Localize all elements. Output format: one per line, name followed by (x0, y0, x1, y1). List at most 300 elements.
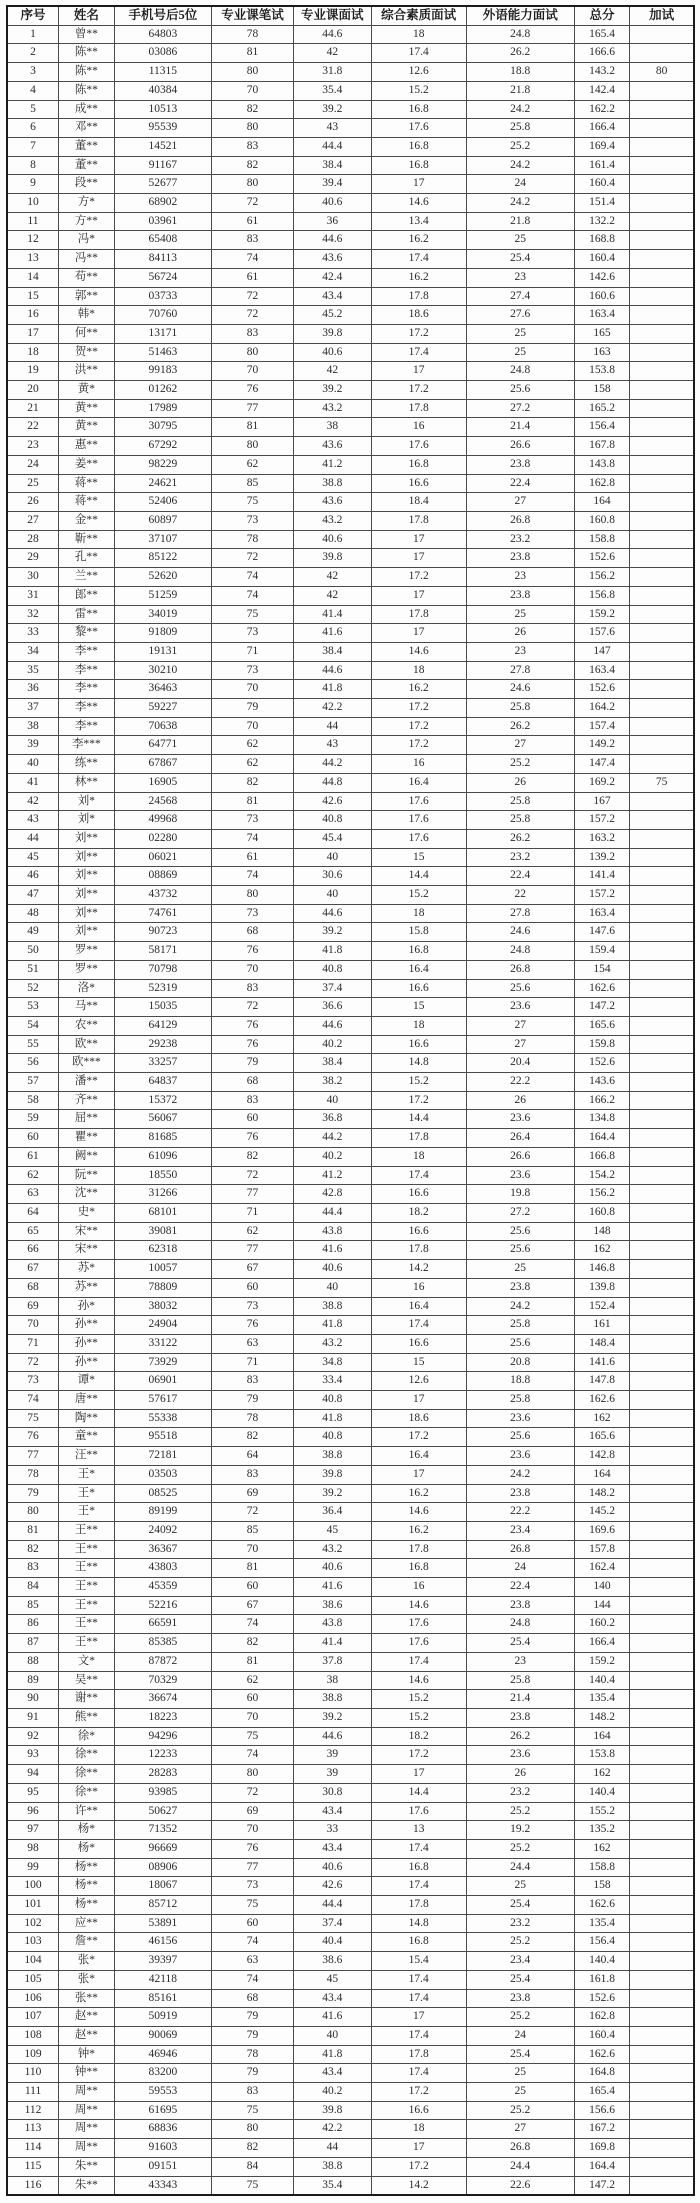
cell-no: 89 (7, 1671, 59, 1690)
cell-quality_interview: 17.6 (371, 437, 466, 456)
cell-prof_interview: 40.8 (294, 811, 371, 830)
cell-language_interview: 24 (466, 1559, 574, 1578)
cell-prof_interview: 39 (294, 1746, 371, 1765)
cell-name: 罗** (59, 942, 115, 961)
cell-total: 160.8 (574, 1204, 630, 1223)
cell-no: 87 (7, 1634, 59, 1653)
cell-no: 34 (7, 642, 59, 661)
table-row (7, 1821, 694, 1840)
table-row (7, 2083, 694, 2102)
cell-total: 157.2 (574, 886, 630, 905)
cell-name: 王** (59, 1521, 115, 1540)
cell-written: 79 (211, 1054, 293, 1073)
cell-quality_interview: 16.4 (371, 1297, 466, 1316)
cell-quality_interview: 16.2 (371, 268, 466, 287)
cell-quality_interview: 17.4 (371, 343, 466, 362)
cell-quality_interview: 16.8 (371, 1559, 466, 1578)
cell-total: 135.4 (574, 1690, 630, 1709)
cell-extra (630, 1372, 694, 1391)
cell-no: 63 (7, 1185, 59, 1204)
cell-written: 77 (211, 1858, 293, 1877)
cell-name: 张* (59, 1970, 115, 1989)
cell-no: 97 (7, 1821, 59, 1840)
cell-extra (630, 1746, 694, 1765)
cell-prof_interview: 38.8 (294, 1447, 371, 1466)
cell-quality_interview: 14.6 (371, 194, 466, 213)
cell-total: 148.2 (574, 1484, 630, 1503)
cell-phone: 89199 (114, 1503, 211, 1522)
cell-quality_interview: 18.6 (371, 1409, 466, 1428)
cell-written: 70 (211, 81, 293, 100)
cell-name: 刘* (59, 811, 115, 830)
cell-total: 165.2 (574, 399, 630, 418)
cell-language_interview: 21.4 (466, 418, 574, 437)
table-row (7, 1222, 694, 1241)
cell-prof_interview: 44.4 (294, 137, 371, 156)
cell-extra (630, 231, 694, 250)
table-row (7, 998, 694, 1017)
table-row (7, 287, 694, 306)
cell-name: 齐** (59, 1091, 115, 1110)
cell-prof_interview: 45.4 (294, 829, 371, 848)
cell-prof_interview: 40 (294, 886, 371, 905)
cell-phone: 61695 (114, 2101, 211, 2120)
cell-extra (630, 474, 694, 493)
cell-no: 84 (7, 1578, 59, 1597)
cell-written: 70 (211, 362, 293, 381)
cell-total: 165.6 (574, 1428, 630, 1447)
cell-quality_interview: 16.6 (371, 1035, 466, 1054)
cell-quality_interview: 18.2 (371, 1204, 466, 1223)
cell-total: 160.4 (574, 175, 630, 194)
cell-extra (630, 1204, 694, 1223)
table-row (7, 1278, 694, 1297)
cell-extra (630, 1914, 694, 1933)
cell-extra (630, 680, 694, 699)
cell-quality_interview: 15 (371, 1353, 466, 1372)
cell-name: 王* (59, 1484, 115, 1503)
cell-extra (630, 1260, 694, 1279)
cell-extra (630, 81, 694, 100)
cell-written: 70 (211, 960, 293, 979)
cell-total: 161 (574, 1316, 630, 1335)
cell-quality_interview: 17.2 (371, 736, 466, 755)
cell-written: 60 (211, 1110, 293, 1129)
cell-no: 99 (7, 1858, 59, 1877)
cell-name: 张* (59, 1952, 115, 1971)
cell-phone: 40384 (114, 81, 211, 100)
cell-extra (630, 1353, 694, 1372)
cell-name: 孙** (59, 1353, 115, 1372)
cell-prof_interview: 40.2 (294, 1035, 371, 1054)
cell-extra (630, 1521, 694, 1540)
cell-language_interview: 23 (466, 268, 574, 287)
cell-prof_interview: 44.6 (294, 1727, 371, 1746)
cell-name: 孙* (59, 1297, 115, 1316)
cell-no: 11 (7, 212, 59, 231)
cell-extra (630, 1615, 694, 1634)
cell-no: 86 (7, 1615, 59, 1634)
cell-prof_interview: 41.8 (294, 1409, 371, 1428)
cell-prof_interview: 43.6 (294, 493, 371, 512)
cell-total: 140 (574, 1578, 630, 1597)
cell-language_interview: 24 (466, 175, 574, 194)
cell-language_interview: 25.8 (466, 1316, 574, 1335)
cell-no: 10 (7, 194, 59, 213)
cell-language_interview: 20.4 (466, 1054, 574, 1073)
cell-no: 38 (7, 717, 59, 736)
table-row (7, 44, 694, 63)
cell-no: 45 (7, 848, 59, 867)
cell-extra (630, 1634, 694, 1653)
cell-language_interview: 22.4 (466, 867, 574, 886)
cell-prof_interview: 42.2 (294, 699, 371, 718)
table-row (7, 586, 694, 605)
cell-written: 75 (211, 2101, 293, 2120)
cell-extra (630, 1970, 694, 1989)
table-row (7, 1334, 694, 1353)
cell-no: 93 (7, 1746, 59, 1765)
cell-no: 109 (7, 2045, 59, 2064)
cell-language_interview: 26.6 (466, 1147, 574, 1166)
cell-total: 162 (574, 1765, 630, 1784)
cell-extra (630, 175, 694, 194)
cell-phone: 38032 (114, 1297, 211, 1316)
cell-total: 164.2 (574, 699, 630, 718)
cell-quality_interview: 14.6 (371, 1671, 466, 1690)
cell-quality_interview: 18 (371, 1016, 466, 1035)
cell-name: 黎** (59, 624, 115, 643)
cell-phone: 06901 (114, 1372, 211, 1391)
cell-prof_interview: 42 (294, 362, 371, 381)
cell-no: 77 (7, 1447, 59, 1466)
cell-name: 杨** (59, 1858, 115, 1877)
cell-phone: 59227 (114, 699, 211, 718)
cell-language_interview: 25 (466, 324, 574, 343)
cell-total: 157.6 (574, 624, 630, 643)
cell-written: 70 (211, 1708, 293, 1727)
table-row (7, 2045, 694, 2064)
table-row (7, 568, 694, 587)
table-row (7, 829, 694, 848)
cell-prof_interview: 43.6 (294, 437, 371, 456)
cell-prof_interview: 42.6 (294, 1877, 371, 1896)
cell-name: 李** (59, 717, 115, 736)
cell-phone: 17989 (114, 399, 211, 418)
cell-language_interview: 23.6 (466, 1409, 574, 1428)
cell-extra (630, 1559, 694, 1578)
cell-prof_interview: 37.8 (294, 1652, 371, 1671)
cell-extra (630, 1054, 694, 1073)
cell-total: 148.2 (574, 1708, 630, 1727)
cell-name: 洛* (59, 979, 115, 998)
cell-prof_interview: 38 (294, 1671, 371, 1690)
cell-extra (630, 699, 694, 718)
cell-prof_interview: 39.2 (294, 1708, 371, 1727)
cell-quality_interview: 16.4 (371, 773, 466, 792)
table-row (7, 942, 694, 961)
table-row (7, 2026, 694, 2045)
cell-name: 唐** (59, 1391, 115, 1410)
table-row (7, 1578, 694, 1597)
cell-written: 82 (211, 1428, 293, 1447)
cell-phone: 09151 (114, 2157, 211, 2176)
cell-extra (630, 1727, 694, 1746)
cell-total: 163.2 (574, 829, 630, 848)
cell-prof_interview: 41.2 (294, 455, 371, 474)
cell-total: 160.2 (574, 1615, 630, 1634)
cell-quality_interview: 17.6 (371, 811, 466, 830)
column-header-name: 姓名 (59, 6, 115, 25)
cell-phone: 18067 (114, 1877, 211, 1896)
cell-written: 82 (211, 100, 293, 119)
cell-phone: 19131 (114, 642, 211, 661)
cell-name: 杨* (59, 1839, 115, 1858)
cell-total: 159.2 (574, 1652, 630, 1671)
cell-language_interview: 24.8 (466, 1615, 574, 1634)
cell-written: 62 (211, 736, 293, 755)
cell-total: 147.6 (574, 923, 630, 942)
cell-no: 106 (7, 1989, 59, 2008)
table-body (7, 25, 694, 2195)
cell-no: 65 (7, 1222, 59, 1241)
cell-extra (630, 306, 694, 325)
cell-language_interview: 27.8 (466, 904, 574, 923)
cell-phone: 73929 (114, 1353, 211, 1372)
cell-prof_interview: 44.6 (294, 231, 371, 250)
table-row (7, 1690, 694, 1709)
cell-total: 149.2 (574, 736, 630, 755)
cell-language_interview: 25 (466, 605, 574, 624)
cell-quality_interview: 17.8 (371, 1241, 466, 1260)
cell-quality_interview: 17.4 (371, 1839, 466, 1858)
cell-name: 刘** (59, 923, 115, 942)
cell-phone: 91809 (114, 624, 211, 643)
cell-prof_interview: 44.6 (294, 1016, 371, 1035)
cell-total: 161.8 (574, 1970, 630, 1989)
cell-quality_interview: 16.4 (371, 1447, 466, 1466)
cell-language_interview: 26.4 (466, 1129, 574, 1148)
cell-language_interview: 21.4 (466, 1690, 574, 1709)
cell-written: 82 (211, 1634, 293, 1653)
cell-quality_interview: 18.6 (371, 306, 466, 325)
cell-language_interview: 26.6 (466, 437, 574, 456)
cell-no: 64 (7, 1204, 59, 1223)
cell-total: 156.2 (574, 568, 630, 587)
cell-total: 162.6 (574, 2045, 630, 2064)
cell-total: 165 (574, 324, 630, 343)
cell-total: 159.8 (574, 1035, 630, 1054)
cell-total: 166.2 (574, 1091, 630, 1110)
cell-quality_interview: 17.2 (371, 1746, 466, 1765)
table-row (7, 717, 694, 736)
cell-written: 74 (211, 829, 293, 848)
cell-phone: 81685 (114, 1129, 211, 1148)
table-row (7, 960, 694, 979)
cell-extra (630, 2101, 694, 2120)
cell-quality_interview: 17.2 (371, 324, 466, 343)
cell-quality_interview: 17.8 (371, 1540, 466, 1559)
table-row (7, 1708, 694, 1727)
cell-written: 74 (211, 586, 293, 605)
cell-extra (630, 661, 694, 680)
cell-written: 75 (211, 493, 293, 512)
cell-name: 郎** (59, 586, 115, 605)
cell-total: 162.6 (574, 1896, 630, 1915)
cell-quality_interview: 17.8 (371, 287, 466, 306)
cell-written: 76 (211, 942, 293, 961)
cell-prof_interview: 40 (294, 1091, 371, 1110)
cell-language_interview: 24.2 (466, 194, 574, 213)
cell-written: 78 (211, 530, 293, 549)
cell-total: 152.6 (574, 1989, 630, 2008)
cell-name: 苏* (59, 1260, 115, 1279)
cell-no: 114 (7, 2139, 59, 2158)
cell-extra (630, 1484, 694, 1503)
cell-written: 74 (211, 1933, 293, 1952)
cell-language_interview: 23 (466, 642, 574, 661)
cell-extra (630, 1241, 694, 1260)
cell-no: 37 (7, 699, 59, 718)
cell-written: 61 (211, 268, 293, 287)
cell-total: 143.8 (574, 455, 630, 474)
cell-extra (630, 212, 694, 231)
table-row (7, 624, 694, 643)
cell-no: 74 (7, 1391, 59, 1410)
cell-language_interview: 27.2 (466, 399, 574, 418)
table-row (7, 1933, 694, 1952)
cell-quality_interview: 17 (371, 530, 466, 549)
cell-no: 55 (7, 1035, 59, 1054)
cell-language_interview: 24.2 (466, 1465, 574, 1484)
cell-prof_interview: 40 (294, 2026, 371, 2045)
cell-quality_interview: 18.4 (371, 493, 466, 512)
cell-prof_interview: 38.4 (294, 642, 371, 661)
cell-no: 85 (7, 1596, 59, 1615)
cell-name: 陶** (59, 1409, 115, 1428)
cell-no: 31 (7, 586, 59, 605)
cell-no: 17 (7, 324, 59, 343)
cell-total: 164.8 (574, 2064, 630, 2083)
cell-prof_interview: 38.2 (294, 1073, 371, 1092)
cell-extra (630, 568, 694, 587)
cell-no: 111 (7, 2083, 59, 2102)
cell-language_interview: 19.2 (466, 1821, 574, 1840)
cell-name: 董** (59, 156, 115, 175)
cell-language_interview: 25 (466, 343, 574, 362)
cell-no: 56 (7, 1054, 59, 1073)
cell-written: 76 (211, 1035, 293, 1054)
cell-no: 68 (7, 1278, 59, 1297)
cell-phone: 68101 (114, 1204, 211, 1223)
cell-quality_interview: 18 (371, 2120, 466, 2139)
cell-total: 152.4 (574, 1297, 630, 1316)
cell-prof_interview: 43 (294, 119, 371, 138)
cell-quality_interview: 17.2 (371, 717, 466, 736)
cell-prof_interview: 44.6 (294, 25, 371, 44)
cell-prof_interview: 40.4 (294, 1933, 371, 1952)
cell-extra (630, 1185, 694, 1204)
cell-phone: 08869 (114, 867, 211, 886)
cell-no: 54 (7, 1016, 59, 1035)
cell-extra (630, 2045, 694, 2064)
cell-phone: 51259 (114, 586, 211, 605)
cell-phone: 10057 (114, 1260, 211, 1279)
cell-quality_interview: 17 (371, 175, 466, 194)
cell-phone: 03503 (114, 1465, 211, 1484)
table-row (7, 1166, 694, 1185)
cell-name: 欧*** (59, 1054, 115, 1073)
cell-no: 88 (7, 1652, 59, 1671)
cell-prof_interview: 43.4 (294, 2064, 371, 2083)
table-row (7, 1372, 694, 1391)
cell-extra (630, 137, 694, 156)
cell-language_interview: 24.8 (466, 942, 574, 961)
cell-phone: 98229 (114, 455, 211, 474)
cell-language_interview: 23.2 (466, 848, 574, 867)
cell-written: 72 (211, 1166, 293, 1185)
cell-phone: 24904 (114, 1316, 211, 1335)
table-row (7, 773, 694, 792)
cell-quality_interview: 16.8 (371, 1858, 466, 1877)
cell-phone: 59553 (114, 2083, 211, 2102)
cell-language_interview: 22.4 (466, 474, 574, 493)
table-row (7, 212, 694, 231)
cell-written: 72 (211, 194, 293, 213)
cell-written: 81 (211, 792, 293, 811)
cell-no: 14 (7, 268, 59, 287)
cell-prof_interview: 40.8 (294, 1428, 371, 1447)
table-row (7, 1391, 694, 1410)
cell-no: 60 (7, 1129, 59, 1148)
cell-prof_interview: 41.8 (294, 1316, 371, 1335)
cell-prof_interview: 35.4 (294, 2176, 371, 2195)
cell-quality_interview: 17.6 (371, 1615, 466, 1634)
cell-total: 156.4 (574, 1933, 630, 1952)
cell-prof_interview: 42 (294, 44, 371, 63)
cell-phone: 01262 (114, 381, 211, 400)
cell-total: 169.4 (574, 137, 630, 156)
column-header-phone: 手机号后5位 (114, 6, 211, 25)
cell-language_interview: 26.8 (466, 2139, 574, 2158)
cell-no: 75 (7, 1409, 59, 1428)
cell-quality_interview: 16.8 (371, 156, 466, 175)
cell-prof_interview: 36.6 (294, 998, 371, 1017)
cell-quality_interview: 17.8 (371, 1129, 466, 1148)
cell-prof_interview: 45.2 (294, 306, 371, 325)
cell-prof_interview: 44 (294, 2139, 371, 2158)
cell-prof_interview: 44 (294, 717, 371, 736)
cell-no: 41 (7, 773, 59, 792)
cell-total: 164 (574, 1727, 630, 1746)
cell-written: 69 (211, 1802, 293, 1821)
cell-quality_interview: 17 (371, 624, 466, 643)
cell-prof_interview: 39.2 (294, 923, 371, 942)
cell-phone: 91603 (114, 2139, 211, 2158)
table-row (7, 1147, 694, 1166)
cell-phone: 45359 (114, 1578, 211, 1597)
cell-phone: 24568 (114, 792, 211, 811)
cell-name: 王** (59, 1596, 115, 1615)
cell-prof_interview: 44.4 (294, 1204, 371, 1223)
cell-language_interview: 26 (466, 773, 574, 792)
cell-name: 雷** (59, 605, 115, 624)
cell-no: 100 (7, 1877, 59, 1896)
cell-written: 76 (211, 1016, 293, 1035)
cell-no: 116 (7, 2176, 59, 2195)
cell-name: 徐** (59, 1765, 115, 1784)
cell-phone: 29238 (114, 1035, 211, 1054)
